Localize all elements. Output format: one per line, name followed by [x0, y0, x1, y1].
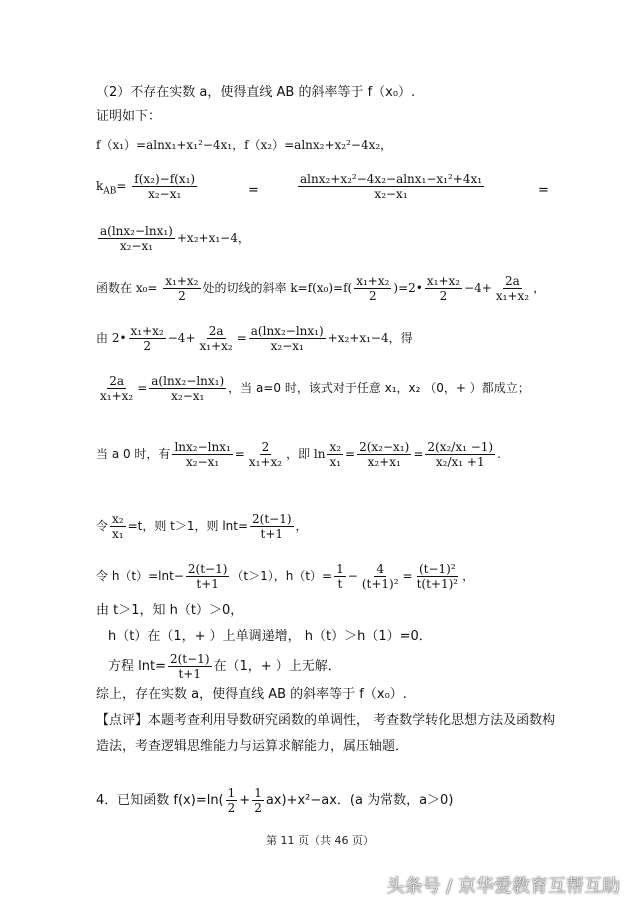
equation-big: [296, 172, 486, 201]
kab-label: k: [96, 179, 104, 193]
fraction: $\frac{\text{alnx₂+x₂²−4x₂−alnx₁−x₁²+4x₁}}{\text{x₂−x₁}}$: [300, 172, 483, 201]
kab-sub: AB: [103, 186, 117, 197]
question-line: 4．已知函数 f(x)=ln( $\frac{1}{2}$ + $\frac{1}{2}$ ax)+x²−ax．(a 为常数，a＞0): [96, 786, 454, 815]
text-line: 综上，存在实数 a，使得直线 AB 的斜率等于 f（x₀）.: [96, 687, 407, 702]
comment-line: 造法，考查逻辑思维能力与运算求解能力，属压轴题．: [96, 739, 409, 754]
equals-sign: =: [248, 183, 259, 198]
page-footer: 第 11 页（共 46 页）: [266, 834, 374, 847]
equation-line: $\frac{2a}{\text{x₁+x₂}}$ = $\frac{\text{a(lnx₂−lnx₁)}}{\text{x₂−x₁}}$ ，当 a=0 时，该式对于任意 x₁，x₂ （0，+ ）都成立；: [100, 374, 530, 403]
equation-kab: $k_{AB}=$ $\frac{\text{f(x₂)−f(x₁)}}{\text{x₂−x₁}}$: [96, 172, 196, 201]
fraction: $\frac{\text{a(lnx₂−lnx₁)}}{\text{x₂−x₁}}$: [100, 224, 173, 253]
equals-sign: =: [538, 183, 549, 198]
equation-line: $\frac{\text{a(lnx₂−lnx₁)}}{\text{x₂−x₁}}$ +x₂+x₁−4，: [100, 224, 250, 253]
fraction: $\frac{\text{f(x₂)−f(x₁)}}{\text{x₂−x₁}}$: [134, 172, 196, 201]
equation-line: 方程 lnt= $\frac{2(t-1)}{t+1}$ 在（1，+ ）上无解．: [108, 652, 341, 681]
text-line: （2）不存在实数 a，使得直线 AB 的斜率等于 f（x₀）.: [96, 85, 416, 100]
equation-line: 令 h（t）=lnt− $\frac{2(t-1)}{t+1}$ （t＞1），h（t）= $\frac{1}{t}$ − $\frac{4}{\text{(t+1)²}}$ = $\frac{\text{(t−1)²}}{\text{t(t+1)²}}$ ，: [96, 562, 475, 591]
text-line: 由 t＞1，知 h（t）＞0，: [96, 603, 244, 618]
text-line: f（x₁）=alnx₁+x₁²−4x₁，f（x₂）=alnx₂+x₂²−4x₂，: [96, 138, 393, 152]
comment-line: 【点评】本题考查利用导数研究函数的单调性， 考查数学转化思想方法及函数构: [96, 713, 556, 728]
text-line: h（t）在（1，+ ）上单调递增， h（t）＞h（1）=0．: [108, 629, 432, 644]
watermark: 头条号 / 京华爱教育互帮互助: [386, 876, 620, 897]
text-line: 证明如下：: [96, 109, 162, 124]
equation-line: 函数在 x₀= $\frac{\text{x₁+x₂}}{2}$ 处的切线的斜率 k=f(x₀)=f( $\frac{\text{x₁+x₂}}{2}$ )=2• $\frac{\text{x₁+x₂}}{2}$ −4+ $\frac{2a}{\text{x₁+x₂}}$ ，: [96, 274, 546, 303]
equation-line: 由 2• $\frac{\text{x₁+x₂}}{2}$ −4+ $\frac{2a}{\text{x₁+x₂}}$ = $\frac{\text{a(lnx₂−lnx₁)}}{\text{x₂−x₁}}$ +x₂+x₁−4，得: [96, 324, 413, 353]
equation-line: 当 a 0 时，有 $\frac{\text{lnx₂−lnx₁}}{\text{x₂−x₁}}$ = $\frac{2}{\text{x₁+x₂}}$ ，即 ln $\frac{\text{x₂}}{\text{x₁}}$ = $\frac{\text{2(x₂−x₁)}}{\text{x₂+x₁}}$ = $\frac{\text{2(x₂/x₁ −1)}}{\text{x₂/x₁ +1}}$ .: [96, 440, 501, 469]
equation-line: 令 $\frac{\text{x₂}}{\text{x₁}}$ =t，则 t＞1，则 lnt= $\frac{2(t-1)}{t+1}$ ，: [96, 512, 308, 541]
